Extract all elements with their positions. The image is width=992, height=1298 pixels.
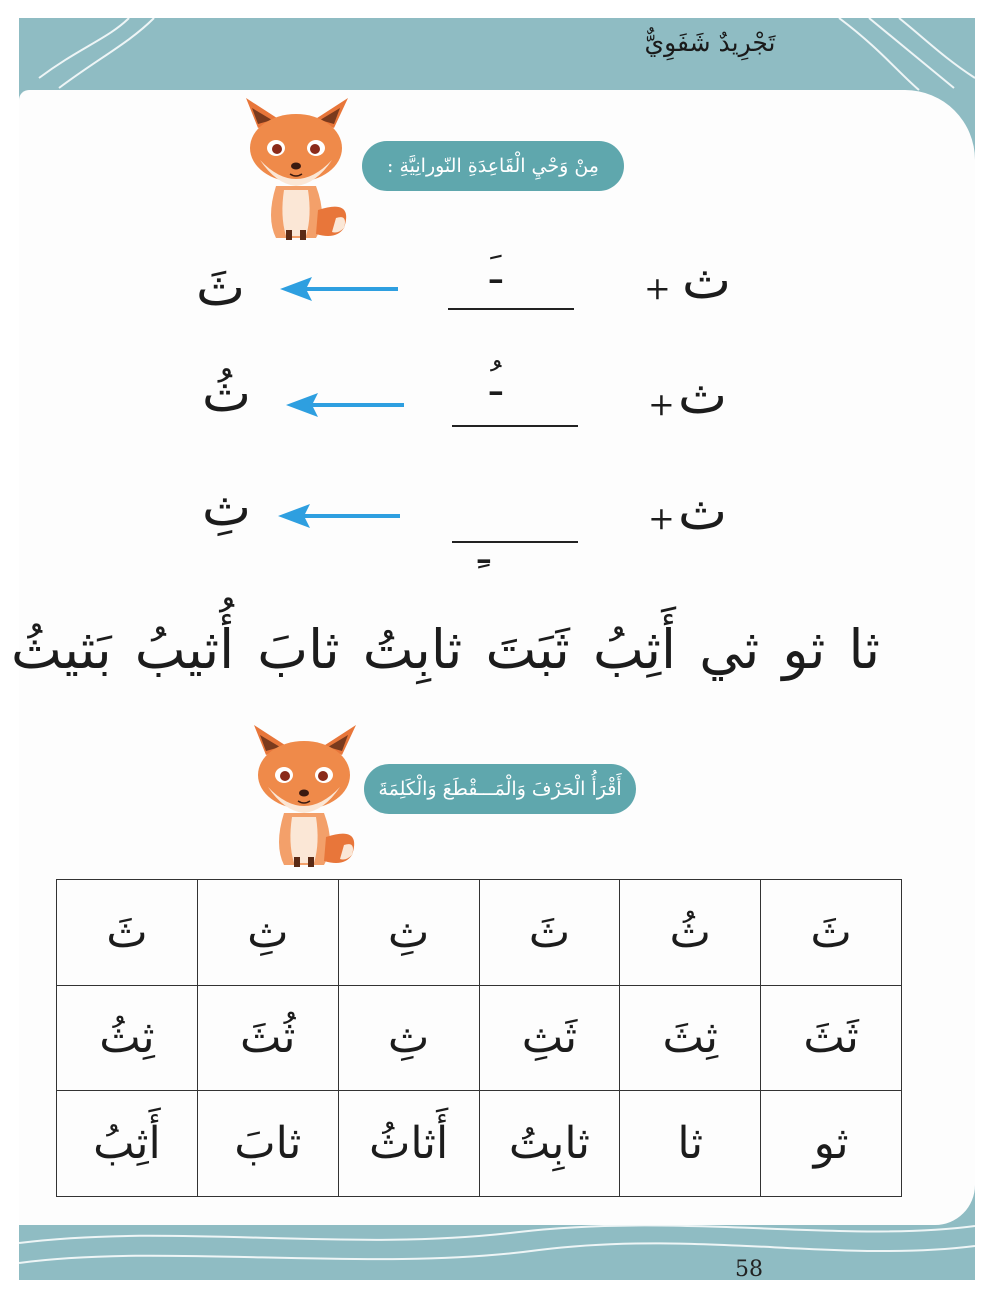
result-letter: ثُ xyxy=(202,364,251,424)
blank-line xyxy=(452,425,578,427)
table-cell: ثابِتُ xyxy=(479,1091,620,1197)
harakah-mark: ـِ xyxy=(478,527,490,573)
blank-line xyxy=(452,541,578,543)
table-row xyxy=(57,985,902,1091)
table-cell: ثَثَ xyxy=(761,985,902,1091)
table-row xyxy=(57,880,902,986)
table-cell: ثِ xyxy=(338,880,479,986)
fox-icon xyxy=(236,98,356,243)
table-row xyxy=(57,1091,902,1197)
base-letter: ث xyxy=(678,482,727,542)
table-cell: أَثاثُ xyxy=(338,1091,479,1197)
table-cell: ثِ xyxy=(338,985,479,1091)
table-cell: ثَ xyxy=(57,880,198,986)
table-cell: ثُ xyxy=(620,880,761,986)
arrow-left-icon xyxy=(280,276,400,302)
harakah-mark: ـُ xyxy=(490,359,502,405)
table-cell: أَثِبُ xyxy=(57,1091,198,1197)
result-letter: ثَ xyxy=(196,258,245,318)
plus-sign: + xyxy=(648,499,675,537)
fox-icon xyxy=(244,725,364,870)
table-cell: ثَ xyxy=(479,880,620,986)
page-number: 58 xyxy=(735,1257,763,1282)
table-cell: ثَثِ xyxy=(479,985,620,1091)
table-cell: ثِ xyxy=(197,880,338,986)
table-cell: ثابَ xyxy=(197,1091,338,1197)
base-letter: ث xyxy=(682,251,731,311)
base-letter: ث xyxy=(678,366,727,426)
table-cell: ثو xyxy=(761,1091,902,1197)
table-cell: ثُثَ xyxy=(197,985,338,1091)
reading-words-line: ثا ثو ثي أَثِبُ ثَبَتَ ثابِتُ ثابَ أُثيبُ بَثيثُ xyxy=(10,618,880,681)
arrow-left-icon xyxy=(278,503,402,529)
table-cell: ثِثُ xyxy=(57,985,198,1091)
table-cell: ثا xyxy=(620,1091,761,1197)
harakah-mark: ـَ xyxy=(490,247,502,293)
page-title: تَجْرِيدٌ شَفَوِيٌّ xyxy=(644,28,776,57)
plus-sign: + xyxy=(644,269,671,307)
section-banner-2: أَقْرَأُ الْحَرْفَ وَالْمَـــقْطَعَ وَالْكَلِمَةَ xyxy=(364,764,636,814)
result-letter: ثِ xyxy=(202,478,251,538)
arrow-left-icon xyxy=(286,392,406,418)
table-cell: ثِثَ xyxy=(620,985,761,1091)
table-cell: ثَ xyxy=(761,880,902,986)
section-banner-1: مِنْ وَحْيِ الْقَاعِدَةِ النّورانِيَّةِ : xyxy=(362,141,624,191)
reading-table xyxy=(56,879,902,1197)
blank-line xyxy=(448,308,574,310)
plus-sign: + xyxy=(648,385,675,423)
